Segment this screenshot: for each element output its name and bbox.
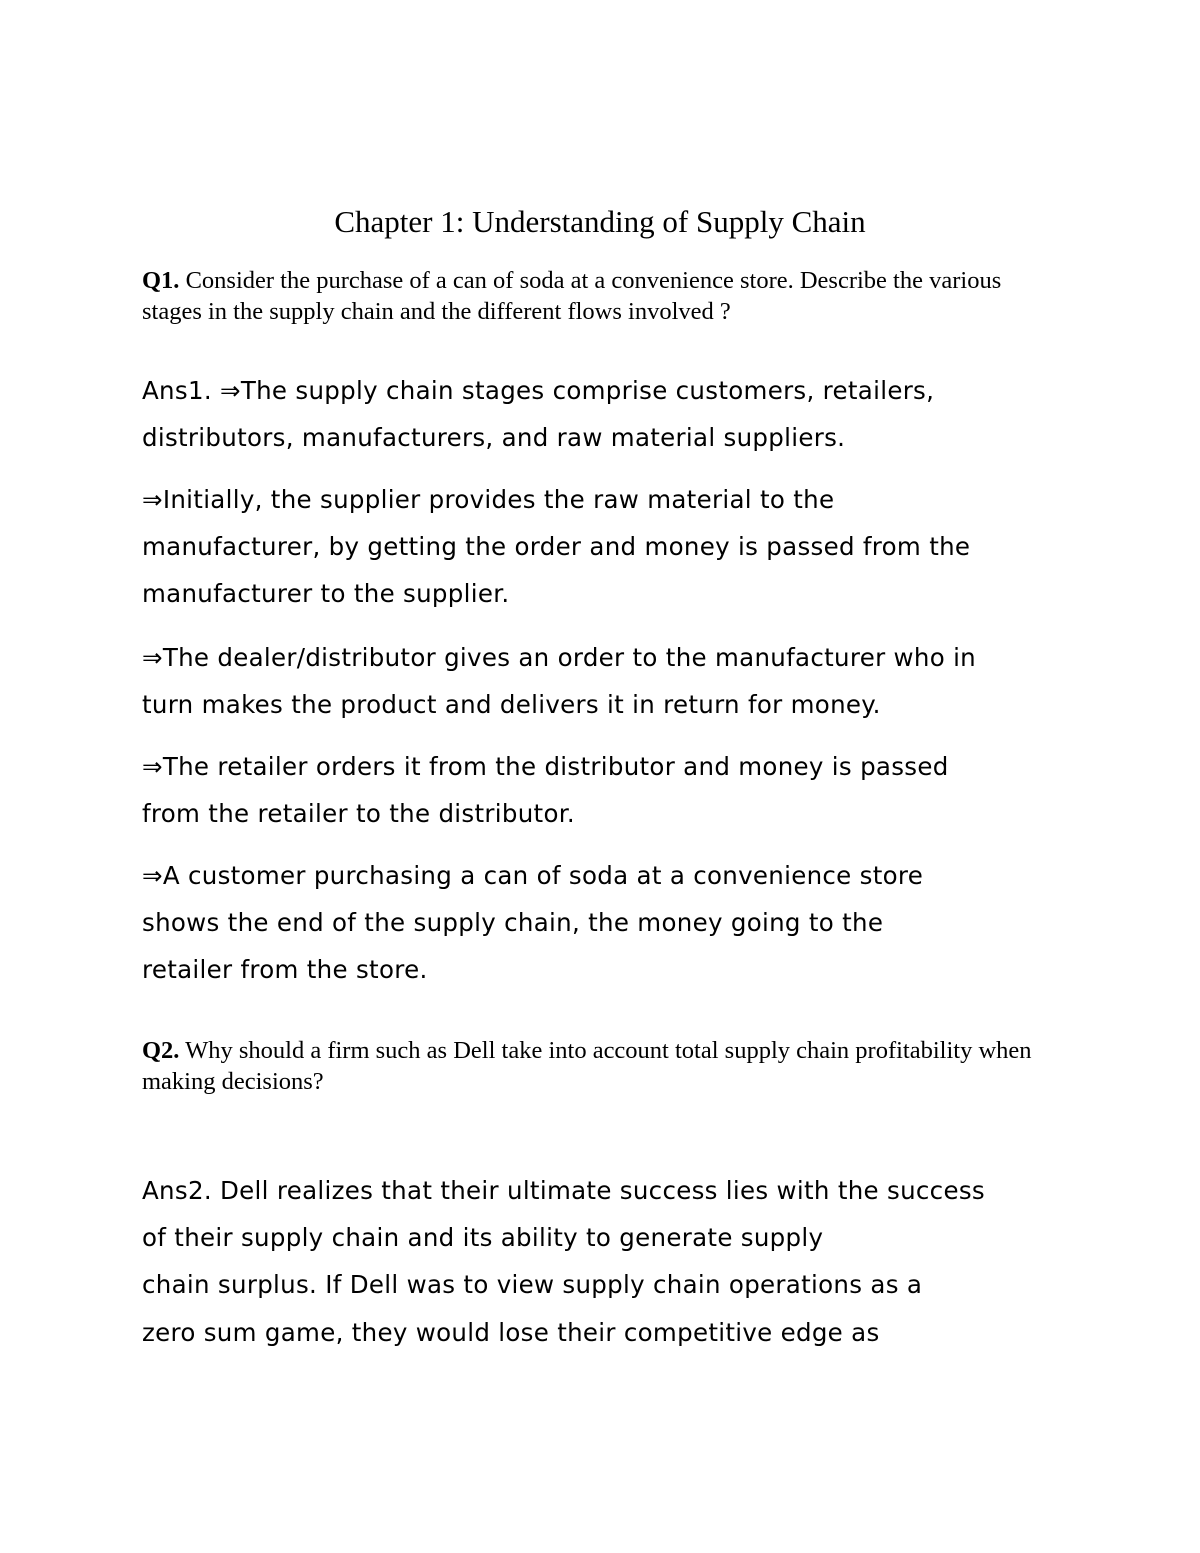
answer-1-line: ⇒A customer purchasing a can of soda at a convenience store [142,861,924,890]
answer-1-line: from the retailer to the distributor. [142,799,575,828]
question-2-label: Q2. [142,1037,180,1064]
answer-1-line: manufacturer, by getting the order and money is passed from the [142,532,971,561]
question-1 [142,265,1062,327]
answer-2-line: of their supply chain and its ability to generate supply [142,1223,824,1252]
question-1-label: Q1. [142,267,180,294]
question-1-text: Consider the purchase of a can of soda at a convenience store. Describe the various stages in the supply chain and the different flows involved ? [142,267,1002,325]
answer-1-line: Ans1. ⇒The supply chain stages comprise customers, retailers, [142,376,935,405]
question-2-text: Why should a firm such as Dell take into account total supply chain profitability when making decisions? [142,1037,1032,1095]
question-2 [142,1035,1062,1097]
answer-1-line: manufacturer to the supplier. [142,579,510,608]
answer-1-line: ⇒The dealer/distributor gives an order to the manufacturer who in [142,643,977,672]
answer-2-line: Ans2. Dell realizes that their ultimate success lies with the success [142,1176,985,1205]
answer-1-line: ⇒The retailer orders it from the distributor and money is passed [142,752,949,781]
answer-2-line: zero sum game, they would lose their competitive edge as [142,1318,880,1347]
answer-1-line: ⇒Initially, the supplier provides the raw material to the [142,485,835,514]
answer-1-line: shows the end of the supply chain, the money going to the [142,908,884,937]
answer-2-line: chain surplus. If Dell was to view supply chain operations as a [142,1270,923,1299]
chapter-title: Chapter 1: Understanding of Supply Chain [334,204,866,239]
answer-1-line: retailer from the store. [142,955,428,984]
answer-1-line: distributors, manufacturers, and raw material suppliers. [142,423,846,452]
answer-1-line: turn makes the product and delivers it in return for money. [142,690,881,719]
